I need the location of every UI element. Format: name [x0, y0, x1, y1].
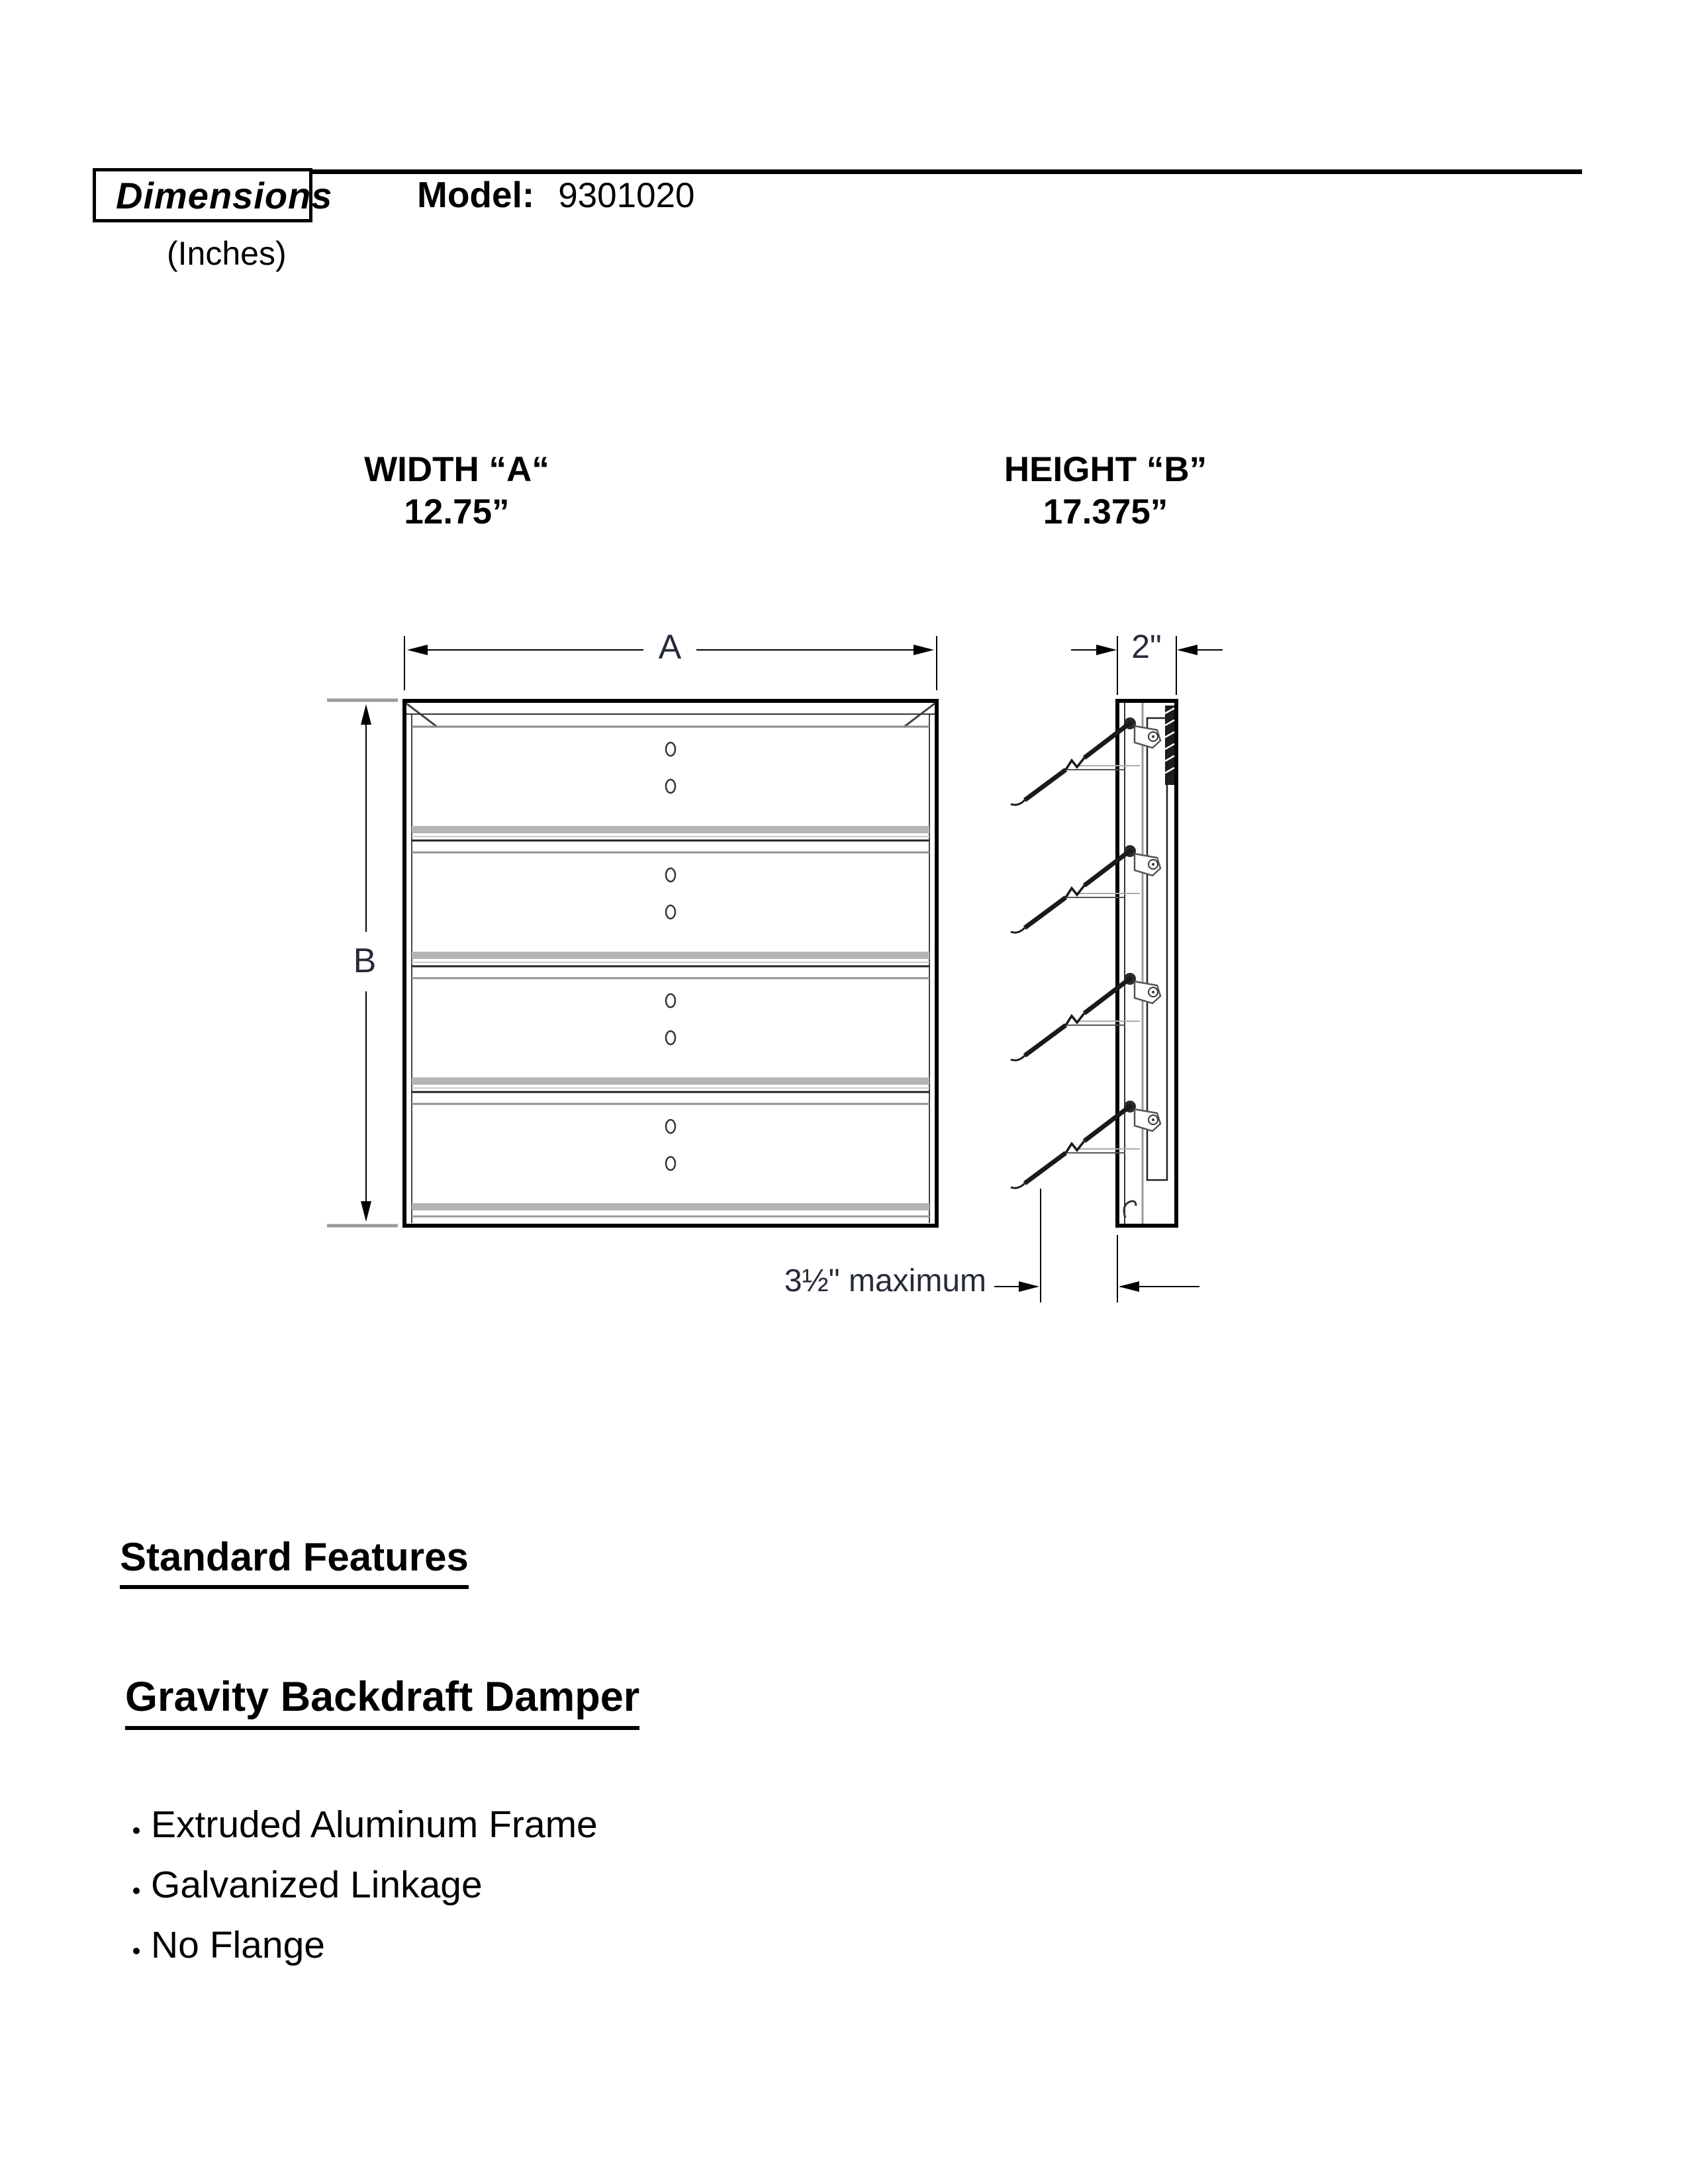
dim-blade-swing-value: 3½" maximum [784, 1263, 986, 1298]
dim-width-letter: A [658, 628, 682, 666]
width-label: WIDTH “A“ [364, 450, 549, 489]
feature-item: • Extruded Aluminum Frame [151, 1795, 598, 1855]
side-view [1011, 701, 1176, 1226]
features-subheading: Gravity Backdraft Damper [125, 1673, 639, 1730]
feature-item: • No Flange [151, 1915, 598, 1976]
dim-height-letter: B [353, 942, 377, 980]
model-label: Model: [417, 174, 535, 215]
units-label: (Inches) [167, 235, 287, 272]
height-value: 17.375” [1043, 492, 1168, 531]
features-heading: Standard Features [120, 1534, 469, 1589]
width-value: 12.75” [404, 492, 510, 531]
features-list [111, 1795, 598, 1976]
dim-depth-value: 2" [1131, 628, 1162, 665]
feature-item: • Galvanized Linkage [151, 1855, 598, 1915]
height-label: HEIGHT “B” [1004, 450, 1207, 489]
model-value: 9301020 [558, 176, 695, 215]
front-view [404, 701, 937, 1226]
dimensions-title: Dimensions [116, 174, 333, 216]
side-view-spring [1165, 705, 1174, 785]
